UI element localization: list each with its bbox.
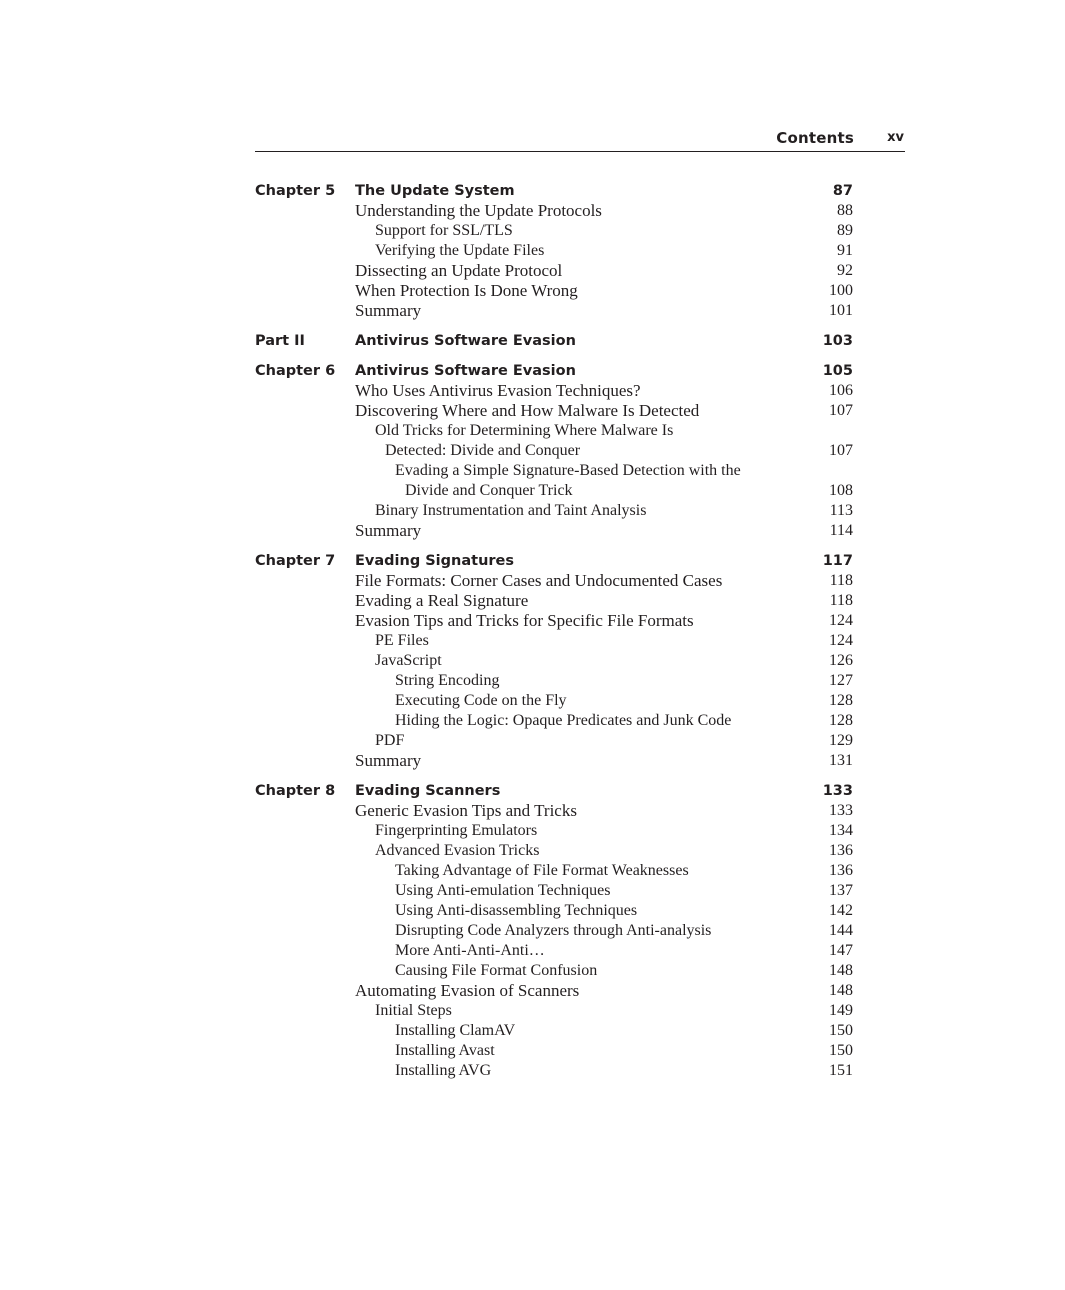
toc-entry-title: Generic Evasion Tips and Tricks <box>355 801 577 820</box>
toc-page-number: 150 <box>829 1042 853 1059</box>
toc-entry-row <box>255 671 853 691</box>
toc-entry-row <box>255 501 853 521</box>
toc-entry-row <box>255 651 853 671</box>
toc-entry-title: Evasion Tips and Tricks for Specific File Formats <box>355 611 694 630</box>
toc-heading-row <box>255 181 853 201</box>
toc-entry-row <box>255 281 853 301</box>
toc-entry-title: Evading Scanners <box>355 783 501 799</box>
toc-entry-title: Divide and Conquer Trick <box>405 482 573 499</box>
running-header-title: Contents <box>776 129 854 147</box>
toc-page-number: 88 <box>837 202 853 219</box>
toc-entry-title: Evading a Real Signature <box>355 591 529 610</box>
toc-entry-row <box>255 241 853 261</box>
toc-entry-title: Advanced Evasion Tricks <box>375 842 540 859</box>
toc-entry-title: PDF <box>375 732 405 749</box>
toc-entry-title: Installing AVG <box>395 1062 492 1079</box>
toc-entry-title: Hiding the Logic: Opaque Predicates and Junk Code <box>395 712 732 729</box>
toc-entry-row <box>255 221 853 241</box>
toc-entry-row <box>255 731 853 751</box>
toc-entry-row <box>255 571 853 591</box>
toc-entry-title: Installing Avast <box>395 1042 495 1059</box>
toc-entry-title: Support for SSL/TLS <box>375 222 513 239</box>
toc-entry-title: The Update System <box>355 183 515 199</box>
toc-heading-row <box>255 331 853 351</box>
toc-page-number: 107 <box>829 442 853 459</box>
toc-entry-title: Taking Advantage of File Format Weaknesses <box>395 862 689 879</box>
toc-page-number: 100 <box>829 282 853 299</box>
toc-entry-row <box>255 841 853 861</box>
toc-page-number: 105 <box>822 363 853 379</box>
toc-entry-title: Executing Code on the Fly <box>395 692 567 709</box>
toc-part-label: Chapter 6 <box>255 363 336 379</box>
toc-entry-title: Automating Evasion of Scanners <box>355 981 580 1000</box>
toc-entry-row <box>255 821 853 841</box>
toc-part-label: Chapter 7 <box>255 553 336 569</box>
toc-page-number: 134 <box>829 822 853 839</box>
toc-entry-title: Summary <box>355 751 422 770</box>
toc-entry-title: Disrupting Code Analyzers through Anti-analysis <box>395 922 712 939</box>
toc-entry-title: Old Tricks for Determining Where Malware Is <box>375 422 674 439</box>
toc-page-number: 137 <box>829 882 853 899</box>
toc-entry-title: Initial Steps <box>375 1002 452 1019</box>
toc-entry-row <box>255 591 853 611</box>
toc-entry-row <box>255 881 853 901</box>
toc-entry-title: Detected: Divide and Conquer <box>385 442 581 459</box>
table-of-contents <box>255 181 853 1081</box>
toc-page-number: 124 <box>829 632 853 649</box>
toc-entry-row <box>255 1041 853 1061</box>
toc-page-number: 149 <box>829 1002 853 1019</box>
toc-page-number: 128 <box>829 692 853 709</box>
toc-entry-row <box>255 521 853 541</box>
toc-part-label: Part II <box>255 333 305 349</box>
toc-page-number: 107 <box>829 402 853 419</box>
toc-page-number: 133 <box>829 802 853 819</box>
toc-entry-title: Dissecting an Update Protocol <box>355 261 563 280</box>
toc-page-number: 136 <box>829 862 853 879</box>
toc-page-number: 124 <box>829 612 853 629</box>
toc-page-number: 142 <box>829 902 853 919</box>
toc-page-number: 150 <box>829 1022 853 1039</box>
toc-entry-row <box>255 201 853 221</box>
toc-page-number: 89 <box>837 222 853 239</box>
toc-page-number: 117 <box>822 553 853 569</box>
toc-entry-row <box>255 421 853 441</box>
toc-entry-row <box>255 921 853 941</box>
toc-entry-row <box>255 631 853 651</box>
toc-entry-title: Using Anti-emulation Techniques <box>395 882 611 899</box>
toc-entry-row <box>255 381 853 401</box>
toc-page-number: 129 <box>829 732 853 749</box>
toc-entry-row <box>255 1001 853 1021</box>
page-number: xv <box>887 130 904 145</box>
toc-page-number: 128 <box>829 712 853 729</box>
toc-entry-title: Antivirus Software Evasion <box>355 333 576 349</box>
toc-part-label: Chapter 8 <box>255 783 336 799</box>
toc-entry-row <box>255 861 853 881</box>
toc-entry-title: PE Files <box>375 632 429 649</box>
toc-entry-title: Summary <box>355 301 422 320</box>
toc-entry-title: Evading a Simple Signature-Based Detection with the <box>395 462 741 479</box>
toc-entry-title: String Encoding <box>395 672 500 689</box>
toc-page-number: 148 <box>829 962 853 979</box>
toc-entry-title: Installing ClamAV <box>395 1022 516 1039</box>
toc-page-number: 126 <box>829 652 853 669</box>
toc-entry-row <box>255 751 853 771</box>
toc-entry-row <box>255 961 853 981</box>
toc-entry-row <box>255 711 853 731</box>
toc-entry-row <box>255 441 853 461</box>
toc-entry-title: Binary Instrumentation and Taint Analysis <box>375 502 647 519</box>
toc-entry-title: Understanding the Update Protocols <box>355 201 602 220</box>
toc-entry-title: When Protection Is Done Wrong <box>355 281 578 300</box>
toc-entry-row <box>255 481 853 501</box>
toc-page-number: 127 <box>829 672 853 689</box>
toc-entry-title: More Anti-Anti-Anti… <box>395 942 545 959</box>
toc-page-number: 131 <box>829 752 853 769</box>
toc-entry-row <box>255 801 853 821</box>
toc-entry-row <box>255 461 853 481</box>
page-header <box>255 128 905 152</box>
toc-page-number: 136 <box>829 842 853 859</box>
toc-entry-title: Fingerprinting Emulators <box>375 822 538 839</box>
toc-entry-row <box>255 981 853 1001</box>
toc-page-number: 92 <box>837 262 853 279</box>
toc-page-number: 101 <box>829 302 853 319</box>
toc-page-number: 151 <box>829 1062 853 1079</box>
toc-page-number: 114 <box>829 522 853 539</box>
toc-page-number: 113 <box>829 502 853 519</box>
toc-page-number: 118 <box>829 592 853 609</box>
toc-entry-title: Summary <box>355 521 422 540</box>
toc-entry-title: Using Anti-disassembling Techniques <box>395 902 638 919</box>
toc-entry-title: JavaScript <box>375 652 442 669</box>
toc-entry-row <box>255 261 853 281</box>
toc-page-number: 91 <box>837 242 853 259</box>
toc-entry-row <box>255 301 853 321</box>
toc-entry-row <box>255 611 853 631</box>
toc-entry-title: Verifying the Update Files <box>375 242 545 259</box>
toc-page-number: 103 <box>822 333 853 349</box>
toc-page-number: 144 <box>829 922 853 939</box>
toc-entry-row <box>255 691 853 711</box>
toc-entry-row <box>255 1021 853 1041</box>
toc-page-number: 108 <box>829 482 853 499</box>
toc-entry-title: Who Uses Antivirus Evasion Techniques? <box>355 381 641 400</box>
toc-page-number: 106 <box>829 382 853 399</box>
toc-page-number: 147 <box>829 942 853 959</box>
toc-entry-title: Evading Signatures <box>355 553 515 569</box>
toc-entry-row <box>255 901 853 921</box>
toc-heading-row <box>255 781 853 801</box>
toc-page-number: 87 <box>832 183 853 199</box>
toc-entry-row <box>255 1061 853 1081</box>
toc-page-number: 118 <box>829 572 853 589</box>
toc-entry-title: Discovering Where and How Malware Is Detected <box>355 401 700 420</box>
toc-entry-row <box>255 401 853 421</box>
toc-entry-title: Antivirus Software Evasion <box>355 363 576 379</box>
toc-heading-row <box>255 551 853 571</box>
toc-page-number: 133 <box>822 783 853 799</box>
toc-entry-title: File Formats: Corner Cases and Undocumented Cases <box>355 571 723 590</box>
toc-entry-title: Causing File Format Confusion <box>395 962 598 979</box>
toc-entry-row <box>255 941 853 961</box>
toc-page-number: 148 <box>829 982 853 999</box>
toc-part-label: Chapter 5 <box>255 183 336 199</box>
toc-heading-row <box>255 361 853 381</box>
